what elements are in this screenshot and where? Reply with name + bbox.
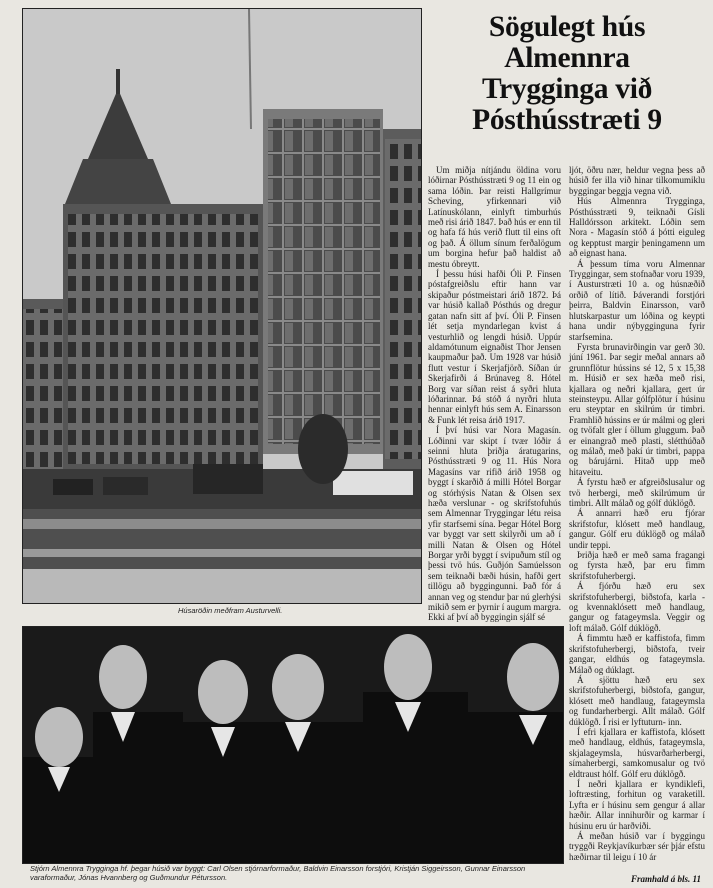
headline-line: Pósthússtræti 9 bbox=[472, 104, 662, 136]
paragraph: Þriðja hæð er með sama fragangi og fyrsta hæð, þar eru fimm skrifstofuherbergi. bbox=[569, 550, 705, 581]
article-headline bbox=[428, 12, 706, 136]
paragraph: Á meðan húsið var í byggingu tryggði Reykjavíkurbær sér þjár efstu hæðirnar til leigu í 10 ár bbox=[569, 831, 705, 862]
group-portrait-photo bbox=[22, 626, 564, 864]
paragraph: Í efri kjallara er kaffistofa, klósett með handlaug, eldhús, fatageymsla, skjalageymsla, húsvarðarherbergi, símaherbergi, samkomusalur og tvö eldtraust hólf. Gólf eru dúklögð. bbox=[569, 726, 705, 779]
article-column-left bbox=[428, 165, 561, 623]
group-portrait-caption: Stjórn Almennra Trygginga hf. þegar húsið var byggt: Carl Olsen stjórnarformaður, Baldvin Einarsson forstjóri, Kristján Siggeirsson, Gunnar Einarsson varaformaður, Jónas Hvannberg og Guðmundur Pétursson. bbox=[30, 864, 526, 882]
headline-line: Sögulegt hús bbox=[488, 11, 646, 43]
paragraph: Í neðri kjallara er kyndiklefi, loftræsting, forhitun og varaketill. Lyfta er í húsinu sem gengur á allar hæðir. Allar innihurðir og karmar í húsinu eru úr harðviði. bbox=[569, 778, 705, 831]
paragraph: Í þessu húsi hafði Óli P. Finsen póstafgreiðslu eftir hann var skipaður póstmeistari árið 1872. Þá var húsið kallað Pósthús og dregur gatan nafn sitt af því. Óli P. Finsen lét setja myndarlegan kvist á vesturhlið og lengdi húsið. Uppúr aldamótunum eignaðist Thor Jensen kaupmaður það. Um 1928 var húsið flutt vestur í Skerjafjörð. Síðan úr Skerjafirði á Brúnaveg 8. Hótel Borg var síðan reist á syðri hluta lóðarinnar. Þá stóð á nyrðri hluta hennar einlyft hús sem A. Einarsson & Funk lét reisa árið 1917. bbox=[428, 269, 561, 425]
paragraph: Á fyrstu hæð er afgreiðslusalur og tvö herbergi, með skilrúmum úr timbri. Allt málað og gólf dúklögð. bbox=[569, 477, 705, 508]
paragraph: Á fimmtu hæð er kaffistofa, fimm skrifstofuherbergi, biðstofa, tveir gangar, eldhús og fatageymsla. Málað og dúklagt. bbox=[569, 633, 705, 675]
building-photo bbox=[22, 8, 422, 604]
portrait-illustration bbox=[23, 627, 563, 863]
paragraph: Hús Almennra Trygginga, Pósthússtræti 9, teiknaði Gísli Halldórsson arkitekt. Lóðin sem Nora - Magasín stóð á þótti eiguleg og kepptust margir þeningamenn um að eignast hana. bbox=[569, 196, 705, 259]
building-photo-caption: Húsaröðin meðfram Austurvelli. bbox=[178, 606, 283, 615]
paragraph: Í því húsi var Nora Magasín. Lóðinni var skipt í tvær lóðir á seinni hluta þriðja áratugarins, Pósthússtræti 9 og 11. Hús Nora Magasíns var rifið árið 1958 og byggt í skarðið á milli Hótel Borgar og stórhýsis Natan & Olsen sex hæða verslunar - og skrifstofuhús sem Almennar Tryggingar létu reisa yfir starfsemi sína. Þegar Hótel Borg var byggt var sett skilyrði um að í milli Natan & Olsen og Hótel Borgar yrði byggt í svipuðum stíl og þessi tvö hús. Guðjón Samúelsson sem teiknaði bæði húsin, hafði gert tillögu að byggingunni. Það fór á annan veg og stendur þar nú glerhýsi mikið sem er þyrnir í augum margra. Ekki af því að byggingin sjálf sé bbox=[428, 425, 561, 623]
paragraph: Á þessum tíma voru Almennar Tryggingar, sem stofnaðar voru 1939, í Austurstræti 10 a. og húsnæðið orðið of lítið. Þáverandi forstjóri þeirra, Baldvin Einarsson, varð hlutskarpastur um lóðina og keypti hana undir nýbygginguna fyrir starfsemina. bbox=[569, 258, 705, 342]
article-column-right bbox=[569, 165, 705, 862]
continued-note: Framhald á bls. 11 bbox=[630, 874, 701, 884]
headline-line: Trygginga við bbox=[481, 73, 653, 105]
building-illustration bbox=[23, 9, 421, 603]
paragraph: Á sjöttu hæð eru sex skrifstofuherbergi, biðstofa, gangur, klósett með handlaug, fatageymsla og fundarherbergi. Allt málað. Gólf dúklögð. Í risi er lyftuturn- inn. bbox=[569, 674, 705, 727]
paragraph: ljót, öðru nær, heldur vegna þess að húsið fer illa við hinar tilkomumiklu byggingar beggja vegna við. bbox=[569, 165, 705, 196]
paragraph: Á fjórðu hæð eru sex skrifstofuherbergi, biðstofa, karla - og kvennaklósett með handlaug, gangur og fatageymsla. Veggir og loft málað. Gólf dúklögð. bbox=[569, 581, 705, 633]
paragraph: Um miðja nítjándu öldina voru lóðirnar Pósthússtræti 9 og 11 ein og sama lóðin. Þar reisti Hallgrímur Scheving, yfirkennari við Latínuskólann, einlyft timburhús með risi árið 1847. Það hús er enn til og hafa fá hús verið flutt til eins oft og það. Á öllum sínum ferðalögum um borgina hefur það haldist að mestu óbreytt. bbox=[428, 165, 561, 269]
headline-line: Almennra bbox=[504, 42, 630, 74]
paragraph: Fyrsta brunavirðingin var gerð 30. júní 1961. Þar segir meðal annars að grunnflötur hússins sé 12, 5 x 15,38 m. Húsið er sex hæða með risi, kjallara og neðri kjallara, gert úr steinsteypu. Allar gólfplötur í húsinu eru steyptar en skilrúm úr timbri. Framhlið hússins er úr málmi og gleri og tvöfalt gler í öllum gluggum. Það er einangrað með plasti, slétthúðað og málað, með þakí úr timbri, pappa og bárujárni. Hitað upp með hitaveitu. bbox=[569, 341, 705, 477]
paragraph: Á annarri hæð eru fjórar skrifstofur, klósett með handlaug, gangur. Gólf eru dúklögð og málað undir teppi. bbox=[569, 508, 705, 550]
